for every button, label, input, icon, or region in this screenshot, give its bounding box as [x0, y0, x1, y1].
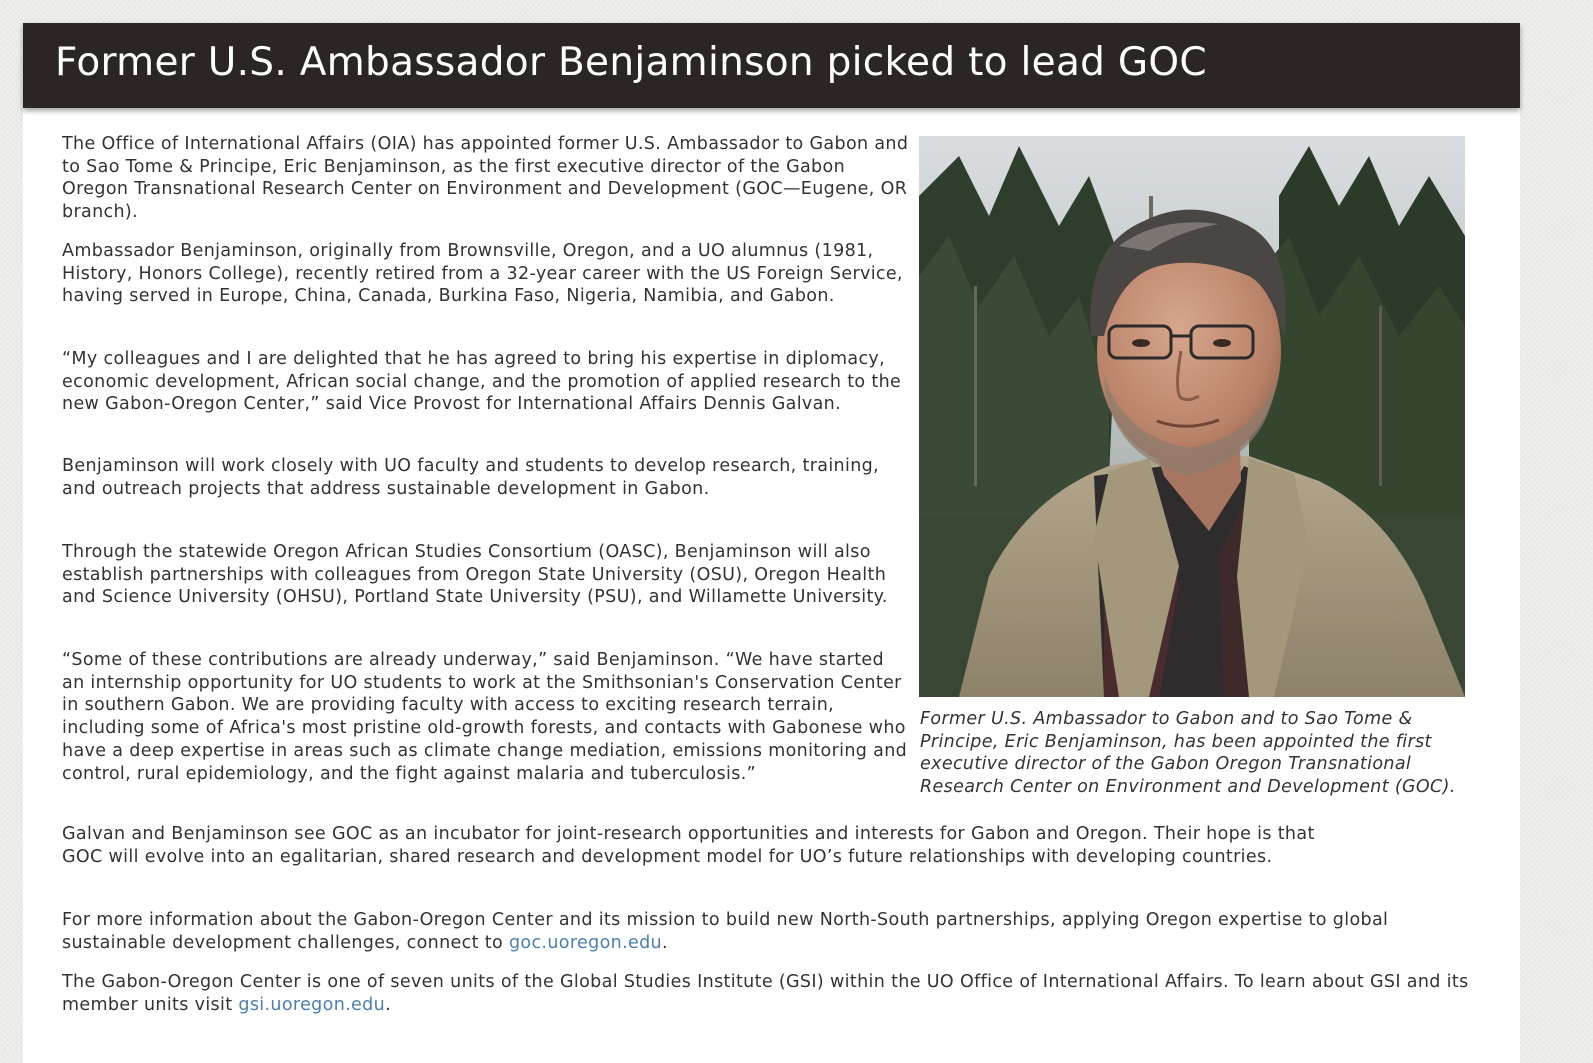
paragraph-partnerships: Through the statewide Oregon African Studies Consortium (OASC), Benjaminson will also establish partnerships with colleagues from Oregon State University (OSU), Oregon Health and Science University (OHSU), Portland State University (PSU), and Willamette University.: [62, 542, 888, 608]
more-info-text: For more information about the Gabon-Oregon Center and its mission to build new North-South partnerships, applying Oregon expertise to global sustainable development challenges, connect to: [62, 910, 1389, 953]
paragraph-benjaminson-quote: “Some of these contributions are already underway,” said Benjaminson. “We have started an internship opportunity for UO students to work at the Smithsonian's Conservation Center in southern Gabon. We are providing faculty with access to exciting research terrain, including some of Africa's most pristine old-growth forests, and contacts with Gabonese who have a deep expertise in areas such as climate change mediation, emissions monitoring and control, rural epidemiology, and the fight against malaria and tuberculosis.”: [62, 650, 908, 784]
paragraph-galvan-quote: “My colleagues and I are delighted that he has agreed to bring his expertise in diplomacy, economic development, African social change, and the promotion of applied research to the new Gabon-Oregon Center,” said Vice Provost for International Affairs Dennis Galvan.: [62, 349, 902, 415]
photo-caption: Former U.S. Ambassador to Gabon and to Sao Tome & Principe, Eric Benjaminson, has been appointed the first executive director of the Gabon Oregon Transnational Research Center on Environment and Development (GOC).: [920, 709, 1456, 798]
gsi-period: .: [385, 994, 391, 1015]
more-info-period: .: [662, 932, 668, 953]
gsi-text: The Gabon-Oregon Center is one of seven units of the Global Studies Institute (GSI) within the UO Office of International Affairs. To learn about GSI and its member units visit: [62, 972, 1469, 1015]
article-title: Former U.S. Ambassador Benjaminson picked to lead GOC: [55, 40, 1207, 85]
goc-link[interactable]: goc.uoregon.edu: [508, 932, 662, 953]
paragraph-background: Ambassador Benjaminson, originally from Brownsville, Oregon, and a UO alumnus (1981, History, Honors College), recently retired from a 32-year career with the US Foreign Service, having served in Europe, China, Canada, Burkina Faso, Nigeria, Namibia, and Gabon.: [62, 241, 903, 307]
paragraph-work-plan: Benjaminson will work closely with UO faculty and students to develop research, training, and outreach projects that address sustainable development in Gabon.: [62, 456, 880, 499]
incubator-text: Galvan and Benjaminson see GOC as an incubator for joint-research opportunities and interests for Gabon and Oregon. Their hope is that GOC will evolve into an egalitarian, shared research and development model for UO’s future relationships with developing countries.: [62, 824, 1315, 867]
paragraph-intro: The Office of International Affairs (OIA) has appointed former U.S. Ambassador to Gabon and to Sao Tome & Principe, Eric Benjaminson, as the first executive director of the Gabon Oregon Transnational Research Center on Environment and Development (GOC—Eugene, OR branch).: [62, 134, 909, 223]
paragraph-gsi: [62, 971, 1492, 1016]
paragraph-more-info: [62, 909, 1492, 954]
paragraph-incubator: [62, 823, 1342, 868]
title-bar: [23, 23, 1520, 108]
article: [23, 23, 1520, 1063]
gsi-link[interactable]: gsi.uoregon.edu: [238, 994, 386, 1015]
portrait-photo: [919, 136, 1465, 697]
